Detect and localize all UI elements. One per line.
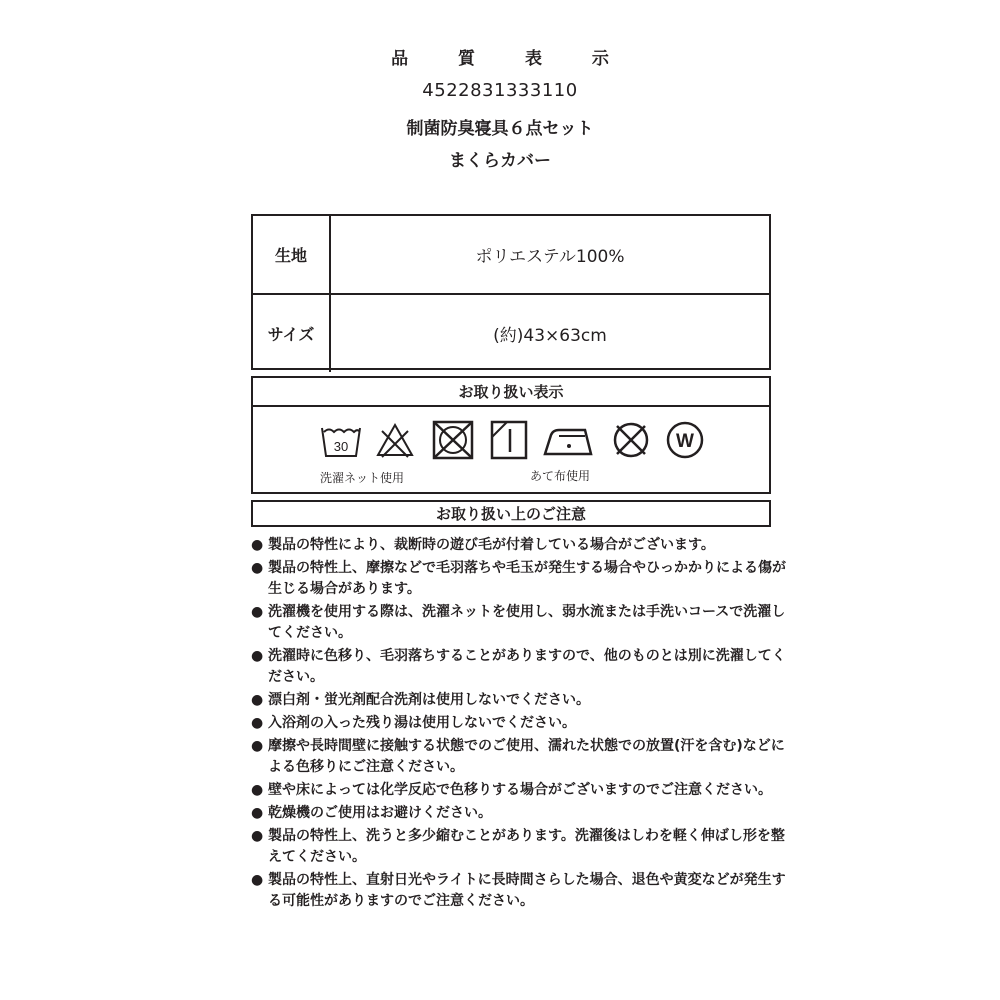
notice-item: ● 製品の特性上、摩擦などで毛羽落ちや毛玉が発生する場合やひっかかりによる傷が生じる場合があります。 [251,560,786,597]
no-dry-clean-icon [611,420,651,460]
bullet-icon: ● [251,648,264,664]
care-title: お取り扱い表示 [253,378,769,407]
notice-item: ● 入浴剤の入った残り湯は使用しないでください。 [251,713,791,734]
bullet-icon: ● [251,828,264,844]
size-label: サイズ [253,295,331,372]
notice-item: ● 製品の特性上、洗うと多少縮むことがあります。洗濯後はしわを軽く伸ばし形を整えてください。 [251,828,785,865]
spec-row-fabric [253,216,769,293]
size-value: (約)43×63cm [493,326,607,346]
bullet-icon: ● [251,782,264,798]
wet-clean-letter: W [676,431,694,452]
notice-title: お取り扱い上のご注意 [251,500,771,527]
no-tumble-dry-icon [431,419,475,461]
notice-item: ● 乾燥機のご使用はお避けください。 [251,803,791,824]
bullet-icon: ● [251,738,264,754]
bullet-icon: ● [251,537,264,553]
wash-30-icon [319,420,363,460]
fabric-value: ポリエステル100% [475,247,625,267]
bullet-icon: ● [251,560,264,576]
notice-item: ● 摩擦や長時間壁に接触する状態でのご使用、濡れた状態での放置(汗を含む)などによる色移りにご注意ください。 [251,738,785,775]
spec-table [251,214,771,370]
item-name: まくらカバー [449,151,551,171]
wet-clean-icon [665,420,705,460]
iron-low-icon [541,421,597,459]
fabric-label: 生地 [253,216,331,293]
iron-caption: あて布使用 [530,469,591,483]
notice-item: ● 製品の特性により、裁断時の遊び毛が付着している場合がございます。 [251,535,791,556]
page-title: 品 質 表 示 [391,49,631,69]
spec-row-size [253,293,769,372]
wash-caption: 洗濯ネット使用 [320,471,405,485]
wash-temp: 30 [333,439,349,454]
line-dry-shade-icon [489,419,529,461]
bullet-icon: ● [251,715,264,731]
bullet-icon: ● [251,604,264,620]
no-bleach-icon [375,422,415,458]
product-name: 制菌防臭寝具６点セット [406,119,594,139]
notice-item: ● 洗濯時に色移り、毛羽落ちすることがありますので、他のものとは別に洗濯してください。 [251,648,786,685]
notice-item: ● 漂白剤・蛍光剤配合洗剤は使用しないでください。 [251,690,791,711]
notice-item: ● 洗濯機を使用する際は、洗濯ネットを使用し、弱水流または手洗いコースで洗濯してください。 [251,604,786,641]
notice-item: ● 製品の特性上、直射日光やライトに長時間さらした場合、退色や黄変などが発生する可能性がありますのでご注意ください。 [251,872,786,909]
product-code: 4522831333110 [422,80,578,101]
bullet-icon: ● [251,872,264,888]
care-label-box [251,376,771,494]
bullet-icon: ● [251,805,264,821]
notice-item: ● 壁や床によっては化学反応で色移りする場合がございますのでご注意ください。 [251,780,791,801]
notice-list [251,535,791,914]
bullet-icon: ● [251,692,264,708]
